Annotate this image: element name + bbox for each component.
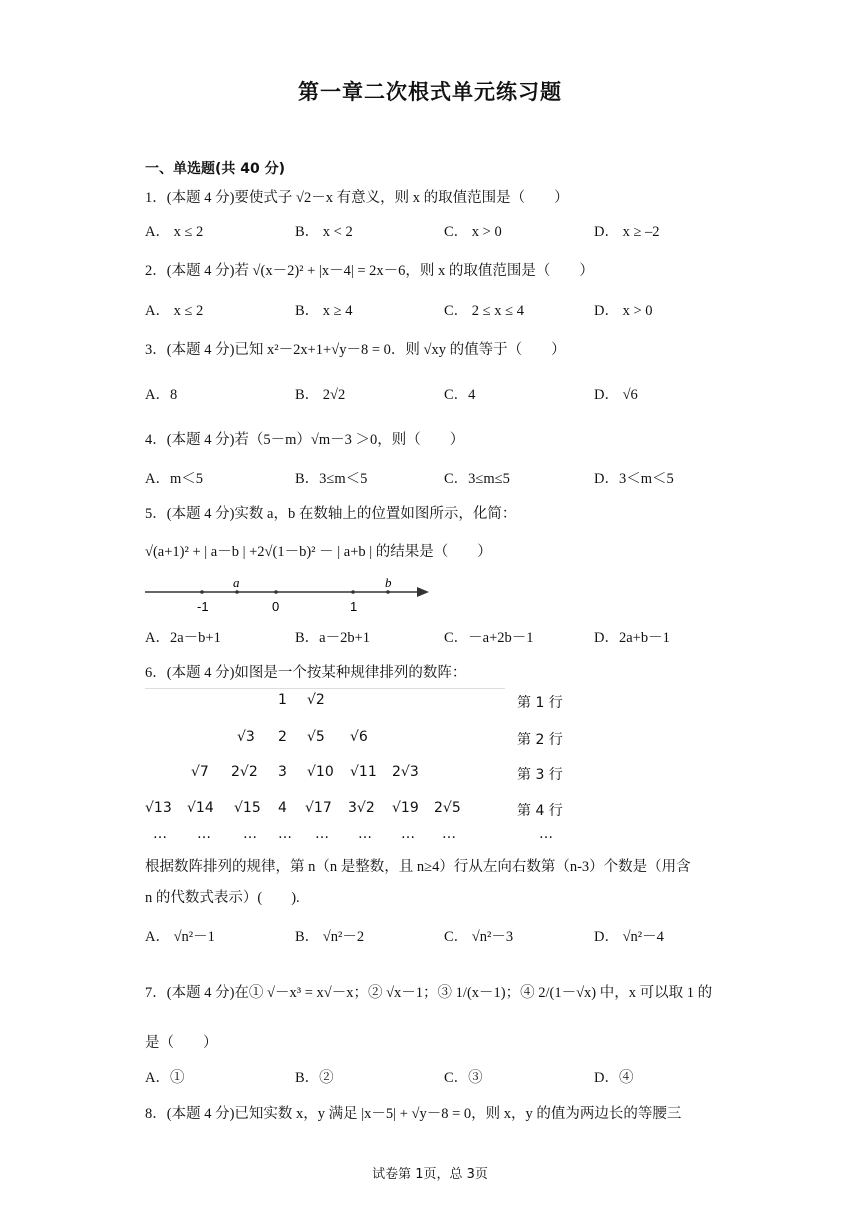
label-minus-one: -1 bbox=[197, 599, 209, 614]
option-a: A． x ≤ 2 bbox=[145, 224, 204, 240]
matrix-cell: 2√3 bbox=[392, 764, 419, 780]
question-5-options bbox=[145, 626, 745, 650]
question-4: 4．(本题 4 分)若（5－m）√m－3 ＞0，则（ ） bbox=[145, 432, 465, 448]
question-3: 3．(本题 4 分)已知 x²－2x+1+√y－8 = 0．则 √xy 的值等于（ ） bbox=[145, 342, 566, 358]
question-5: 5．(本题 4 分)实数 a，b 在数轴上的位置如图所示，化简： bbox=[145, 506, 517, 522]
label-a: a bbox=[233, 578, 240, 590]
option-c: C．3≤m≤5 bbox=[444, 471, 510, 487]
question-5-expression: √(a+1)² + | a－b | +2√(1－b)² － | a+b | 的结果是（ ） bbox=[145, 544, 492, 560]
matrix-ellipsis: … bbox=[153, 826, 167, 842]
option-a: A．① bbox=[145, 1070, 185, 1086]
option-b: B．a－2b+1 bbox=[295, 630, 371, 646]
option-c: C． √n²－3 bbox=[444, 929, 514, 945]
tick-one bbox=[351, 590, 355, 594]
page-title: 第一章二次根式单元练习题 bbox=[298, 80, 562, 104]
option-b: B．② bbox=[295, 1070, 334, 1086]
option-b: B． √n²－2 bbox=[295, 929, 365, 945]
option-c: C．－a+2b－1 bbox=[444, 630, 534, 646]
question-4-options bbox=[145, 467, 745, 491]
matrix-ellipsis: … bbox=[197, 826, 211, 842]
option-b: B． x ≥ 4 bbox=[295, 303, 353, 319]
question-6-options bbox=[145, 925, 745, 949]
matrix-cell: √6 bbox=[350, 729, 368, 745]
matrix-ellipsis: … bbox=[358, 826, 372, 842]
question-7-options bbox=[145, 1066, 745, 1090]
label-b: b bbox=[385, 578, 392, 590]
option-d: D．3＜m＜5 bbox=[594, 471, 674, 487]
matrix-cell: √15 bbox=[234, 800, 261, 816]
option-b: B． x < 2 bbox=[295, 224, 353, 240]
question-6-description-2: n 的代数式表示）( ). bbox=[145, 890, 300, 906]
tick-zero bbox=[274, 590, 278, 594]
question-6: 6．(本题 4 分)如图是一个按某种规律排列的数阵： bbox=[145, 665, 467, 681]
matrix-cell: √10 bbox=[307, 764, 334, 780]
option-d: D． √n²－4 bbox=[594, 929, 664, 945]
question-7-continued: 是（ ） bbox=[145, 1035, 218, 1051]
option-d: D． x ≥ –2 bbox=[594, 224, 660, 240]
matrix-cell: √19 bbox=[392, 800, 419, 816]
question-6-description: 根据数阵排列的规律，第 n（n 是整数，且 n≥4）行从左向右数第（n-3）个数是（用含 bbox=[145, 859, 691, 875]
option-b: B． 2√2 bbox=[295, 387, 346, 403]
option-a: A．2a－b+1 bbox=[145, 630, 221, 646]
option-a: A．8 bbox=[145, 387, 178, 403]
row-label: 第 4 行 bbox=[517, 803, 563, 819]
option-d: D．2a+b－1 bbox=[594, 630, 670, 646]
matrix-cell: √3 bbox=[237, 729, 255, 745]
point-a bbox=[235, 590, 239, 594]
matrix-cell: 1 bbox=[278, 692, 287, 708]
option-c: C．4 bbox=[444, 387, 476, 403]
number-line-arrow bbox=[417, 587, 429, 597]
matrix-ellipsis: … bbox=[539, 826, 553, 842]
option-c: C．③ bbox=[444, 1070, 483, 1086]
point-b bbox=[386, 590, 390, 594]
matrix-ellipsis: … bbox=[442, 826, 456, 842]
matrix-cell: √5 bbox=[307, 729, 325, 745]
question-3-options bbox=[145, 383, 745, 407]
label-zero: 0 bbox=[272, 599, 280, 614]
question-7: 7．(本题 4 分)在① √－x³ = x√－x；② √x－1；③ 1/(x－1)；④ 2/(1－√x) 中，x 可以取 1 的 bbox=[145, 985, 713, 1001]
matrix-ellipsis: … bbox=[401, 826, 415, 842]
matrix-cell: 4 bbox=[278, 800, 287, 816]
option-c: C． x > 0 bbox=[444, 224, 502, 240]
matrix-cell: √11 bbox=[350, 764, 377, 780]
option-d: D． x > 0 bbox=[594, 303, 653, 319]
label-one: 1 bbox=[350, 599, 358, 614]
matrix-cell: √13 bbox=[145, 800, 172, 816]
matrix-cell: 3√2 bbox=[348, 800, 375, 816]
question-1: 1．(本题 4 分)要使式子 √2－x 有意义，则 x 的取值范围是（ ） bbox=[145, 190, 569, 206]
matrix-ellipsis: … bbox=[315, 826, 329, 842]
question-1-options bbox=[145, 220, 745, 244]
page-footer: 试卷第 1页，总 3页 bbox=[372, 1167, 488, 1182]
number-matrix-figure bbox=[145, 688, 585, 848]
matrix-ellipsis: … bbox=[278, 826, 292, 842]
question-2-options bbox=[145, 299, 745, 323]
matrix-cell: √14 bbox=[187, 800, 214, 816]
option-a: A．m＜5 bbox=[145, 471, 203, 487]
row-label: 第 2 行 bbox=[517, 732, 563, 748]
number-line-figure bbox=[145, 578, 435, 618]
option-b: B．3≤m＜5 bbox=[295, 471, 368, 487]
option-a: A． √n²－1 bbox=[145, 929, 215, 945]
section-heading: 一、单选题(共 40 分) bbox=[145, 161, 286, 177]
matrix-cell: √17 bbox=[305, 800, 332, 816]
matrix-cell: 2√5 bbox=[434, 800, 461, 816]
matrix-ellipsis: … bbox=[243, 826, 257, 842]
option-d: D．④ bbox=[594, 1070, 634, 1086]
option-d: D． √6 bbox=[594, 387, 638, 403]
matrix-top-rule bbox=[145, 688, 505, 689]
tick-minus-one bbox=[200, 590, 204, 594]
option-c: C． 2 ≤ x ≤ 4 bbox=[444, 303, 524, 319]
matrix-cell: 2√2 bbox=[231, 764, 258, 780]
matrix-cell: √7 bbox=[191, 764, 209, 780]
question-2: 2．(本题 4 分)若 √(x－2)² + |x－4| = 2x－6，则 x 的取值范围是（ ） bbox=[145, 263, 594, 279]
question-8: 8．(本题 4 分)已知实数 x，y 满足 |x－5| + √y－8 = 0，则 x，y 的值为两边长的等腰三 bbox=[145, 1106, 682, 1122]
option-a: A． x ≤ 2 bbox=[145, 303, 204, 319]
row-label: 第 1 行 bbox=[517, 695, 563, 711]
matrix-cell: 2 bbox=[278, 729, 287, 745]
matrix-cell: √2 bbox=[307, 692, 325, 708]
matrix-cell: 3 bbox=[278, 764, 287, 780]
row-label: 第 3 行 bbox=[517, 767, 563, 783]
